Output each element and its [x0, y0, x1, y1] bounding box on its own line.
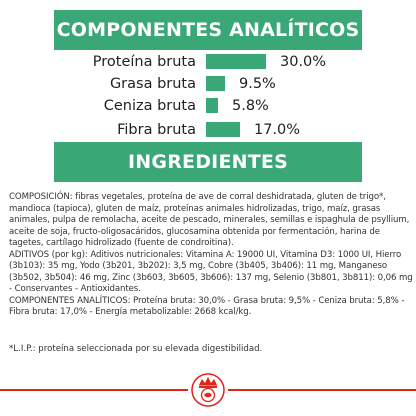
nutrient-bar [206, 98, 218, 113]
nutrient-label: Proteína bruta [92, 54, 196, 70]
footer-divider-right [228, 389, 416, 391]
composition-text: COMPOSICIÓN: fibras vegetales, proteína de ave de corral deshidratada, gluten de trigo*, mandioca (tapioca), gluten de maíz, proteínas animales hidrolizadas, trigo, maíz, grasas animales, pulpa de remolacha, aceite de pescado, minerales, semillas e ispaghula de psyllium, aceite de soja, fructo-oligosacáridos, glucosamina obtenida por fermentación, harina de tagetes, cartílago hidrolizado (fuente de condroitina). [9, 192, 410, 248]
lip-footnote: *L.I.P.: proteína seleccionada por su elevada digestibilidad. [9, 343, 263, 354]
ingredients-body [9, 192, 414, 319]
analytics-title-banner [54, 10, 362, 50]
nutrient-row-protein [0, 52, 416, 72]
nutrient-bar [206, 122, 240, 137]
analytics-title: COMPONENTES ANALÍTICOS [56, 19, 360, 41]
nutrient-row-ash [0, 96, 416, 116]
analytical-components-text: COMPONENTES ANALÍTICOS: Proteína bruta: 30,0% - Grasa bruta: 9,5% - Ceniza bruta: 5,8% - Fibra bruta: 17,0% - Energía metabolizable: 2668 kcal/kg. [9, 295, 405, 317]
ingredients-title-banner [54, 142, 362, 182]
nutrient-label: Ceniza bruta [103, 98, 196, 114]
nutrient-bar [206, 54, 266, 69]
nutrient-bar [206, 76, 225, 91]
footer-divider-left [0, 389, 188, 391]
nutrient-value: 30.0% [280, 54, 327, 70]
nutrient-label: Grasa bruta [109, 76, 196, 92]
additives-text: ADITIVOS (por kg): Aditivos nutricionales: Vitamina A: 19000 UI, Vitamina D3: 1000 UI, Hierro (3b103): 35 mg, Yodo (3b201, 3b202): 3,5 mg, Cobre (3b405, 3b406): 11 mg, Manganeso (3b502, 3b504): 46 mg, Zinc (3b603, 3b605, 3b606): 137 mg, Selenio (3b801, 3b811): 0,06 mg - Conservantes - Antioxidantes. [9, 249, 413, 294]
nutrient-value: 9.5% [239, 76, 276, 92]
nutrient-value: 17.0% [254, 122, 301, 138]
nutrient-value: 5.8% [232, 98, 269, 114]
royal-canin-crown-logo-icon [191, 372, 225, 408]
ingredients-title: INGREDIENTES [128, 151, 288, 173]
nutrient-label: Fibra bruta [117, 122, 196, 138]
nutrient-row-fat [0, 74, 416, 94]
nutrient-row-fiber [0, 120, 416, 140]
